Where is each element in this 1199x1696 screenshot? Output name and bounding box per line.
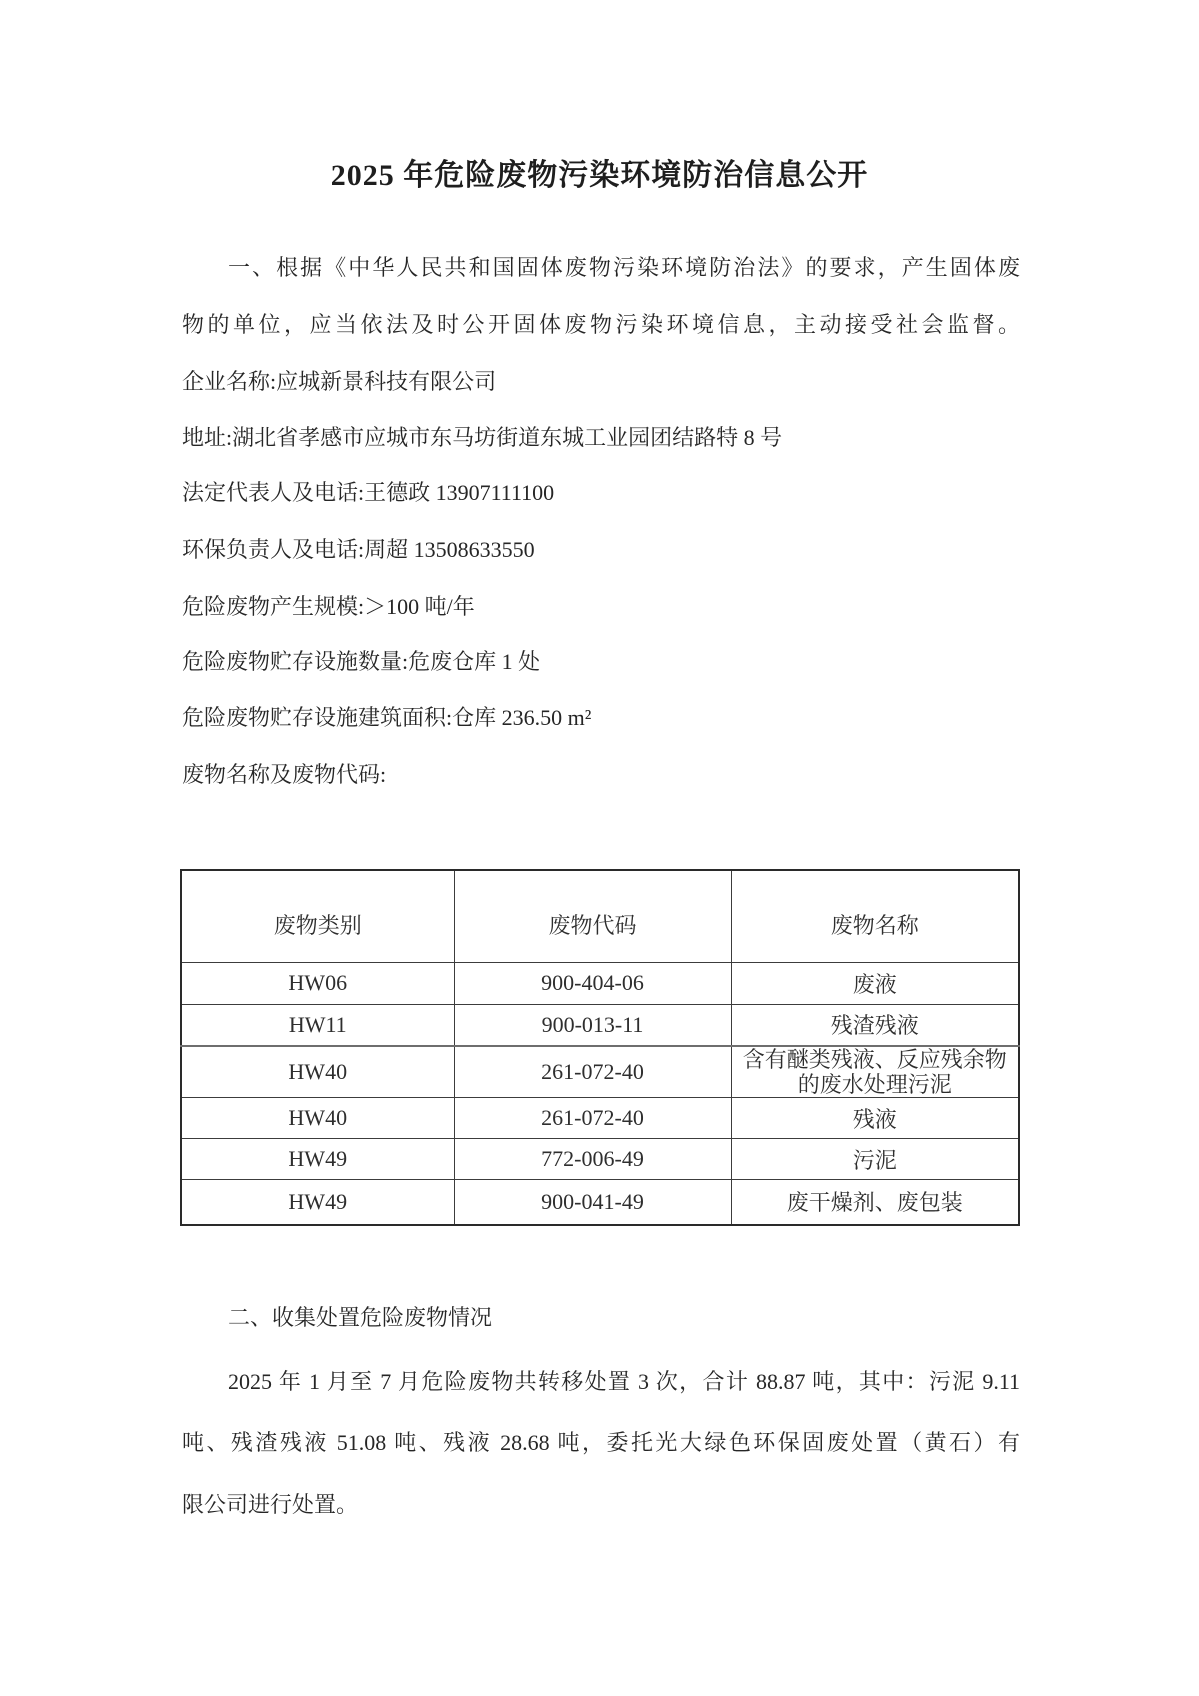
cell-code: 900-013-11 [454, 1004, 731, 1046]
document-title: 2025 年危险废物污染环境防治信息公开 [330, 159, 869, 192]
intro-paragraph-line-2: 物的单位，应当依法及时公开固体废物污染环境信息，主动接受社会监督。 [182, 312, 1020, 337]
waste-codes-label-line: 废物名称及废物代码: [182, 762, 387, 787]
table-row [181, 1180, 1019, 1225]
intro-paragraph-line-1: 一、根据《中华人民共和国固体废物污染环境防治法》的要求，产生固体废 [228, 255, 1020, 280]
cell-code: 261-072-40 [454, 1098, 731, 1139]
header-waste-code: 废物代码 [454, 870, 731, 962]
cell-name: 污泥 [731, 1139, 1019, 1180]
disposal-paragraph-line-2: 吨、残渣残液 51.08 吨、残液 28.68 吨，委托光大绿色环保固废处置（黄石）有 [182, 1430, 1020, 1455]
cell-name: 含有醚类残液、反应残余物的废水处理污泥 [731, 1046, 1019, 1098]
cell-code: 900-404-06 [454, 962, 731, 1004]
table-row [181, 1004, 1019, 1046]
environmental-officer-line: 环保负责人及电话:周超 13508633550 [182, 537, 535, 562]
header-waste-name: 废物名称 [731, 870, 1019, 962]
storage-facility-area-line: 危险废物贮存设施建筑面积:仓库 236.50 m² [182, 705, 592, 730]
cell-category: HW06 [181, 962, 454, 1004]
cell-category: HW49 [181, 1139, 454, 1180]
table-row [181, 1098, 1019, 1139]
cell-name: 废液 [731, 962, 1019, 1004]
header-waste-category: 废物类别 [181, 870, 454, 962]
cell-code: 900-041-49 [454, 1180, 731, 1225]
cell-category: HW40 [181, 1098, 454, 1139]
waste-table-header-row [181, 870, 1019, 962]
waste-scale-line: 危险废物产生规模:＞100 吨/年 [182, 594, 475, 619]
waste-table [180, 869, 1020, 1226]
cell-name: 残液 [731, 1098, 1019, 1139]
legal-representative-line: 法定代表人及电话:王德政 13907111100 [182, 480, 555, 505]
table-row [181, 1139, 1019, 1180]
storage-facility-count-line: 危险废物贮存设施数量:危废仓库 1 处 [182, 649, 541, 674]
cell-category: HW40 [181, 1046, 454, 1098]
table-row [181, 1046, 1019, 1098]
cell-code: 261-072-40 [454, 1046, 731, 1098]
cell-name: 废干燥剂、废包装 [731, 1180, 1019, 1225]
section2-heading: 二、收集处置危险废物情况 [228, 1305, 493, 1330]
cell-name: 残渣残液 [731, 1004, 1019, 1046]
cell-code: 772-006-49 [454, 1139, 731, 1180]
disposal-paragraph-line-3: 限公司进行处置。 [182, 1492, 359, 1517]
cell-category: HW49 [181, 1180, 454, 1225]
company-name-line: 企业名称:应城新景科技有限公司 [182, 369, 497, 394]
address-line: 地址:湖北省孝感市应城市东马坊街道东城工业园团结路特 8 号 [182, 425, 783, 450]
disposal-paragraph-line-1: 2025 年 1 月至 7 月危险废物共转移处置 3 次，合计 88.87 吨，其中：污泥 9.11 [228, 1369, 1020, 1394]
table-row [181, 962, 1019, 1004]
cell-category: HW11 [181, 1004, 454, 1046]
